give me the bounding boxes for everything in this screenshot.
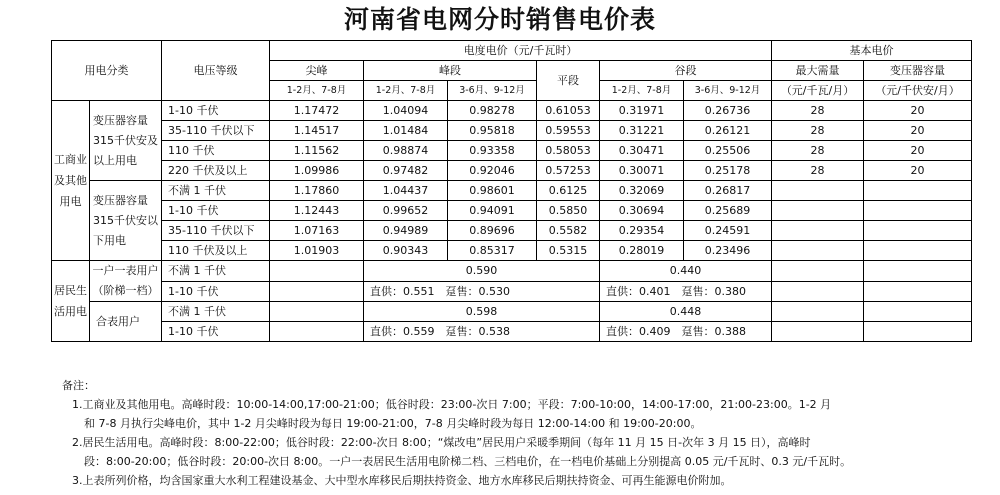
price-cell: 0.89696 — [448, 221, 537, 241]
price-cell: 28 — [772, 141, 864, 161]
header-period: 1-2月、7-8月 — [364, 81, 448, 101]
price-cell: 0.29354 — [600, 221, 684, 241]
empty-cell — [270, 281, 364, 302]
price-cell: 0.98601 — [448, 181, 537, 201]
price-cell: 0.26736 — [684, 101, 772, 121]
price-cell: 0.440 — [600, 261, 772, 282]
price-cell: 0.23496 — [684, 241, 772, 261]
table-row — [52, 201, 972, 221]
subcategory-shared-meter: 合表用户 — [90, 302, 162, 342]
empty-cell — [864, 181, 972, 201]
empty-cell — [772, 241, 864, 261]
subcategory-single-meter: 一户一表用户（阶梯一档） — [90, 261, 162, 302]
voltage-cell: 1-10 千伏 — [162, 281, 270, 302]
note-line: 3.上表所列价格，均含国家重大水利工程建设基金、大中型水库移民后期扶持资金、地方水库移民后期扶持资金、可再生能源电价附加。 — [72, 474, 732, 487]
price-cell: 1.01484 — [364, 121, 448, 141]
price-table — [51, 40, 972, 342]
voltage-cell: 不满 1 千伏 — [162, 181, 270, 201]
price-cell: 1.01903 — [270, 241, 364, 261]
empty-cell — [864, 221, 972, 241]
empty-cell — [772, 322, 864, 342]
empty-cell — [864, 281, 972, 302]
price-cell: 20 — [864, 101, 972, 121]
price-cell: 0.99652 — [364, 201, 448, 221]
price-cell: 直供：0.401 趸售：0.380 — [600, 281, 772, 302]
price-cell: 1.12443 — [270, 201, 364, 221]
price-cell: 0.24591 — [684, 221, 772, 241]
notes-section — [62, 376, 982, 490]
header-energy-price: 电度电价（元/千瓦时） — [270, 41, 772, 61]
note-line: 和 7-8 月执行尖峰电价，其中 1-2 月尖峰时段为每日 19:00-21:00，7-8 月尖峰时段为每日 12:00-14:00 和 19:00-20:00。 — [84, 417, 702, 430]
empty-cell — [864, 201, 972, 221]
voltage-cell: 110 千伏及以上 — [162, 241, 270, 261]
note-line: 段：8:00-20:00；低谷时段：20:00-次日 8:00。一户一表居民生活用电阶梯二档、三档电价，在一档电价基础上分别提高 0.05 元/千瓦时、0.3 元/千瓦时。 — [84, 455, 852, 468]
voltage-cell: 35-110 千伏以下 — [162, 121, 270, 141]
subcategory-small-transformer: 变压器容量315千伏安以下用电 — [90, 181, 162, 261]
header-period: 1-2月、7-8月 — [600, 81, 684, 101]
table-row — [52, 221, 972, 241]
price-cell: 0.31971 — [600, 101, 684, 121]
empty-cell — [864, 241, 972, 261]
price-cell: 0.6125 — [537, 181, 600, 201]
empty-cell — [772, 261, 864, 282]
table-row — [52, 121, 972, 141]
header-valley: 谷段 — [600, 61, 772, 81]
price-cell: 0.95818 — [448, 121, 537, 141]
voltage-cell: 1-10 千伏 — [162, 101, 270, 121]
price-cell: 0.25689 — [684, 201, 772, 221]
header-flat: 平段 — [537, 61, 600, 101]
empty-cell — [864, 302, 972, 322]
price-cell: 0.94091 — [448, 201, 537, 221]
header-max-demand-unit: （元/千瓦/月） — [772, 81, 864, 101]
price-cell: 1.14517 — [270, 121, 364, 141]
header-sharp-peak: 尖峰 — [270, 61, 364, 81]
price-cell: 0.30071 — [600, 161, 684, 181]
empty-cell — [864, 322, 972, 342]
voltage-cell: 1-10 千伏 — [162, 322, 270, 342]
header-transformer: 变压器容量 — [864, 61, 972, 81]
price-cell: 0.5315 — [537, 241, 600, 261]
price-cell: 0.57253 — [537, 161, 600, 181]
price-cell: 0.92046 — [448, 161, 537, 181]
header-category: 用电分类 — [52, 41, 162, 101]
price-cell: 1.09986 — [270, 161, 364, 181]
price-cell: 0.5850 — [537, 201, 600, 221]
subcategory-large-transformer: 变压器容量315千伏安及以上用电 — [90, 101, 162, 181]
empty-cell — [270, 261, 364, 282]
notes-heading: 备注： — [62, 379, 95, 392]
note-line: 2.居民生活用电。高峰时段：8:00-22:00；低谷时段：22:00-次日 8:00；“煤改电”居民用户采暖季期间（每年 11 月 15 日-次年 3 月 15 日），高峰时 — [72, 436, 811, 449]
price-cell: 1.17860 — [270, 181, 364, 201]
price-cell: 0.32069 — [600, 181, 684, 201]
price-cell: 直供：0.559 趸售：0.538 — [364, 322, 600, 342]
voltage-cell: 35-110 千伏以下 — [162, 221, 270, 241]
price-cell: 0.26817 — [684, 181, 772, 201]
price-cell: 0.26121 — [684, 121, 772, 141]
empty-cell — [772, 221, 864, 241]
price-cell: 0.30471 — [600, 141, 684, 161]
empty-cell — [270, 302, 364, 322]
price-cell: 0.97482 — [364, 161, 448, 181]
empty-cell — [864, 261, 972, 282]
table-row — [52, 141, 972, 161]
price-cell: 0.98874 — [364, 141, 448, 161]
header-period: 3-6月、9-12月 — [684, 81, 772, 101]
price-cell: 0.5582 — [537, 221, 600, 241]
price-cell: 1.11562 — [270, 141, 364, 161]
price-cell: 0.58053 — [537, 141, 600, 161]
header-row — [52, 41, 972, 61]
header-transformer-unit: （元/千伏安/月） — [864, 81, 972, 101]
price-cell: 0.31221 — [600, 121, 684, 141]
price-cell: 28 — [772, 101, 864, 121]
voltage-cell: 不满 1 千伏 — [162, 261, 270, 282]
price-cell: 0.448 — [600, 302, 772, 322]
page-title: 河南省电网分时销售电价表 — [343, 5, 656, 34]
price-cell: 20 — [864, 141, 972, 161]
category-residential: 居民生活用电 — [52, 261, 90, 342]
header-max-demand: 最大需量 — [772, 61, 864, 81]
price-cell: 0.28019 — [600, 241, 684, 261]
price-cell: 直供：0.551 趸售：0.530 — [364, 281, 600, 302]
price-cell: 0.30694 — [600, 201, 684, 221]
table-row — [52, 101, 972, 121]
price-cell: 0.59553 — [537, 121, 600, 141]
category-industrial: 工商业及其他用电 — [52, 101, 90, 261]
price-cell: 直供：0.409 趸售：0.388 — [600, 322, 772, 342]
price-cell: 0.98278 — [448, 101, 537, 121]
empty-cell — [772, 281, 864, 302]
price-cell: 20 — [864, 121, 972, 141]
empty-cell — [270, 322, 364, 342]
price-cell: 0.85317 — [448, 241, 537, 261]
price-cell: 0.94989 — [364, 221, 448, 241]
table-row — [52, 302, 972, 322]
price-cell: 0.25506 — [684, 141, 772, 161]
header-voltage-level: 电压等级 — [162, 41, 270, 101]
empty-cell — [772, 302, 864, 322]
table-row — [52, 181, 972, 201]
price-cell: 0.25178 — [684, 161, 772, 181]
table-row — [52, 322, 972, 342]
table-row — [52, 161, 972, 181]
price-cell: 0.61053 — [537, 101, 600, 121]
header-peak: 峰段 — [364, 61, 537, 81]
header-basic-price: 基本电价 — [772, 41, 972, 61]
note-line: 1.工商业及其他用电。高峰时段：10:00-14:00,17:00-21:00；低谷时段：23:00-次日 7:00；平段：7:00-10:00，14:00-17:00，21:00-23:00。1-2 月 — [72, 398, 832, 411]
price-cell: 0.90343 — [364, 241, 448, 261]
header-period: 1-2月、7-8月 — [270, 81, 364, 101]
price-cell: 20 — [864, 161, 972, 181]
price-cell: 1.07163 — [270, 221, 364, 241]
price-cell: 1.17472 — [270, 101, 364, 121]
table-row — [52, 281, 972, 302]
voltage-cell: 220 千伏及以上 — [162, 161, 270, 181]
table-row — [52, 241, 972, 261]
table-row — [52, 261, 972, 282]
voltage-cell: 1-10 千伏 — [162, 201, 270, 221]
header-period: 3-6月、9-12月 — [448, 81, 537, 101]
voltage-cell: 110 千伏 — [162, 141, 270, 161]
price-cell: 1.04437 — [364, 181, 448, 201]
empty-cell — [772, 181, 864, 201]
price-cell: 28 — [772, 161, 864, 181]
voltage-cell: 不满 1 千伏 — [162, 302, 270, 322]
price-cell: 0.93358 — [448, 141, 537, 161]
empty-cell — [772, 201, 864, 221]
price-cell: 1.04094 — [364, 101, 448, 121]
price-cell: 28 — [772, 121, 864, 141]
price-cell: 0.590 — [364, 261, 600, 282]
price-cell: 0.598 — [364, 302, 600, 322]
